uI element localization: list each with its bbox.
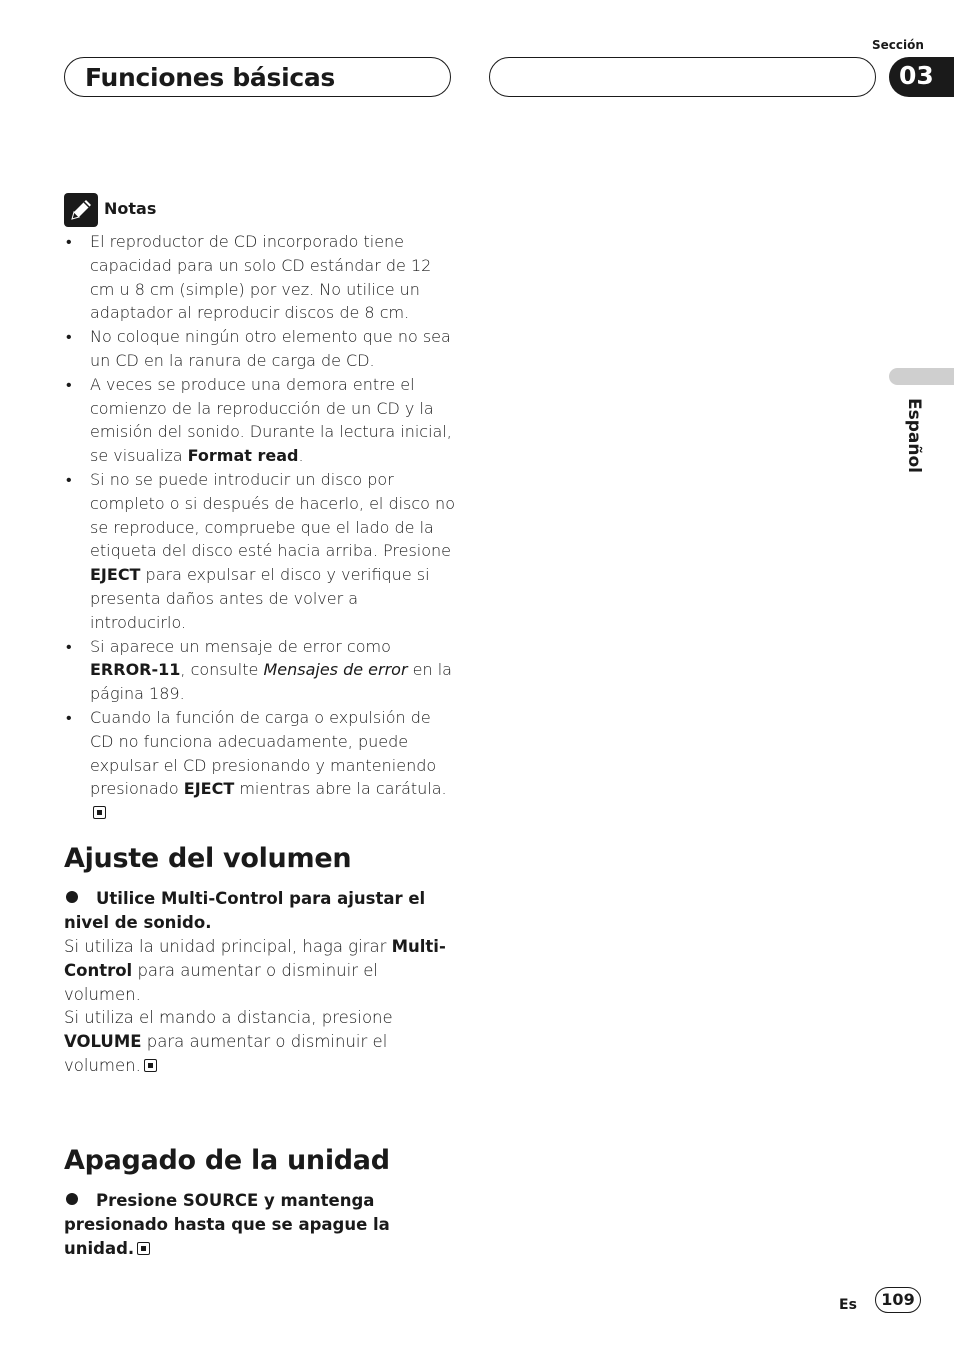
- multi-control-term: Multi-Control: [64, 937, 446, 980]
- end-of-section-icon: [93, 806, 106, 819]
- volume-instruction-text: Utilice Multi-Control para ajustar el nivel de sonido.: [64, 889, 426, 932]
- text-span: mientras abre la carátula.: [234, 779, 447, 799]
- power-instruction-text: Presione SOURCE y mantenga presionado hasta que se apague la unidad.: [64, 1191, 390, 1258]
- notes-title: Notas: [104, 199, 157, 218]
- note-item: [64, 373, 459, 468]
- text-span: El reproductor de CD incorporado tiene capacidad para un solo CD estándar de 12 cm u 8 cm (simple) por vez. No utilice un adaptador al reproducir discos de 8 cm.: [90, 232, 432, 323]
- text-span: Si utiliza el mando a distancia, presione: [64, 1008, 393, 1027]
- bold-term: EJECT: [183, 779, 235, 799]
- step-bullet-icon: [66, 1193, 78, 1205]
- header-title-frame: [64, 57, 451, 97]
- text-span: No coloque ningún otro elemento que no sea un CD en la ranura de carga de CD.: [90, 327, 451, 370]
- end-of-section-icon: [144, 1059, 157, 1072]
- text-span: para aumentar o disminuir el volumen.: [64, 1031, 388, 1075]
- language-tab-marker: [889, 368, 954, 385]
- section-label: Sección: [872, 38, 924, 52]
- step-bullet-icon: [66, 891, 78, 903]
- text-span: A veces se produce una demora entre el comienzo de la reproducción de un CD y la emisión del sonido. Durante la lectura inicial, se visualiza: [90, 374, 452, 466]
- section-badge: [889, 57, 954, 97]
- power-heading: Apagado de la unidad: [64, 1145, 390, 1176]
- footer-language: Es: [839, 1297, 857, 1313]
- note-item: [64, 468, 459, 635]
- text-span: para expulsar el disco y verifique si presenta daños antes de volver a introducirlo.: [90, 565, 430, 632]
- notes-list: [64, 230, 459, 825]
- bold-term: EJECT: [90, 565, 141, 585]
- text-span: en la página 189.: [90, 660, 452, 704]
- text-span: Cuando la función de carga o expulsión de CD no funciona adecuadamente, puede expulsar el CD presionando y manteniendo presionado: [90, 707, 437, 799]
- page-title: Funciones básicas: [85, 63, 336, 92]
- note-item: [64, 230, 459, 325]
- text-span: para aumentar o disminuir el volumen.: [64, 960, 378, 1004]
- volume-term: VOLUME: [64, 1031, 142, 1051]
- note-item: [64, 706, 459, 825]
- volume-instruction: [64, 887, 459, 935]
- bold-term: ERROR-11: [90, 660, 181, 680]
- page-number: 109: [875, 1287, 921, 1313]
- text-span: , consulte: [180, 660, 264, 680]
- note-item: [64, 325, 459, 373]
- italic-reference: Mensajes de error: [263, 660, 408, 680]
- section-number: 03: [899, 61, 934, 90]
- end-of-section-icon: [137, 1242, 150, 1255]
- text-span: Si utiliza la unidad principal, haga girar: [64, 937, 392, 956]
- text-span: Si no se puede introducir un disco por completo o si después de hacerlo, el disco no se reproduce, compruebe que el lado de la etiqueta del disco esté hacia arriba. Presione: [90, 469, 455, 561]
- header-right-frame: [489, 57, 876, 97]
- text-span: Si aparece un mensaje de error como: [90, 636, 391, 656]
- language-label: Español: [904, 398, 924, 473]
- note-item: [64, 635, 459, 706]
- pencil-note-icon: [64, 193, 98, 227]
- bold-term: Format read: [187, 446, 299, 466]
- volume-paragraph-remote: [64, 1006, 459, 1077]
- text-span: .: [298, 446, 304, 466]
- power-instruction: [64, 1189, 459, 1261]
- volume-paragraph-head-unit: [64, 935, 459, 1006]
- volume-heading: Ajuste del volumen: [64, 843, 352, 874]
